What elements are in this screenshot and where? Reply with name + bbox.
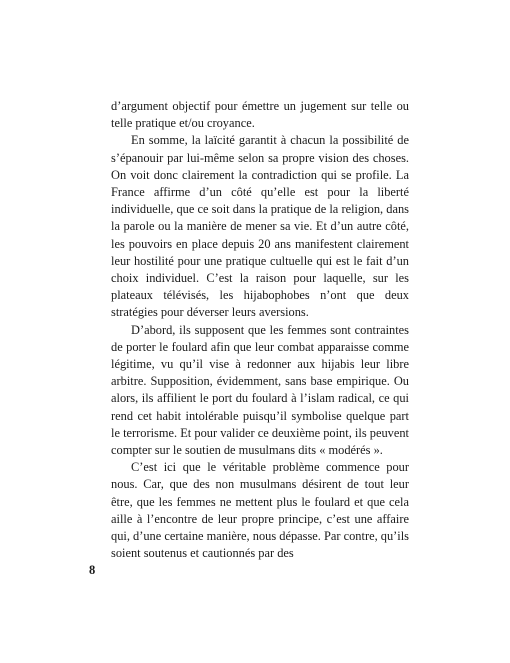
page-number: 8	[89, 563, 96, 577]
body-text	[111, 98, 409, 562]
paragraph-1: d’argument objectif pour émettre un jugement sur telle ou telle pratique et/ou croyance.	[111, 99, 409, 131]
paragraph-2: En somme, la laïcité garantit à chacun la possibilité de s’épanouir par lui-même selon sa propre vision des choses. On voit donc clairement la contradiction qui se profile. La France affirme d’un côté qu’elle est pour la liberté individuelle, que ce soit dans la pratique de la religion, dans la parole ou la manière de mener sa vie. Et d’un autre côté, les pouvoirs en place depuis 20 ans manifestent clairement leur hostilité pour une pratique cultuelle qui est le fait d’un choix individuel. C’est la raison pour laquelle, sur les plateaux télévisés, les hijabophobes n’ont que deux stratégies pour déverser leurs aversions.	[111, 133, 409, 320]
paragraph-3: D’abord, ils supposent que les femmes sont contraintes de porter le foulard afin que leur combat apparaisse comme légitime, vu qu’il vise à redonner aux hijabis leur libre arbitre. Supposition, évidemment, sans base empirique. Ou alors, ils affilient le port du foulard à l’islam radical, ce qui rend cet habit intolérable puisqu’il symbolise quelque part le terrorisme. Et pour valider ce deuxième point, ils peuvent compter sur le soutien de musulmans dits « modérés ».	[111, 322, 409, 458]
paragraph-4: C’est ici que le véritable problème commence pour nous. Car, que des non musulmans désirent de tout leur être, que les femmes ne mettent plus le foulard et que cela aille à l’encontre de leur propre principe, c’est une affaire qui, d’une certaine manière, nous dépasse. Par contre, qu’ils soient soutenus et cautionnés par des	[111, 460, 409, 561]
